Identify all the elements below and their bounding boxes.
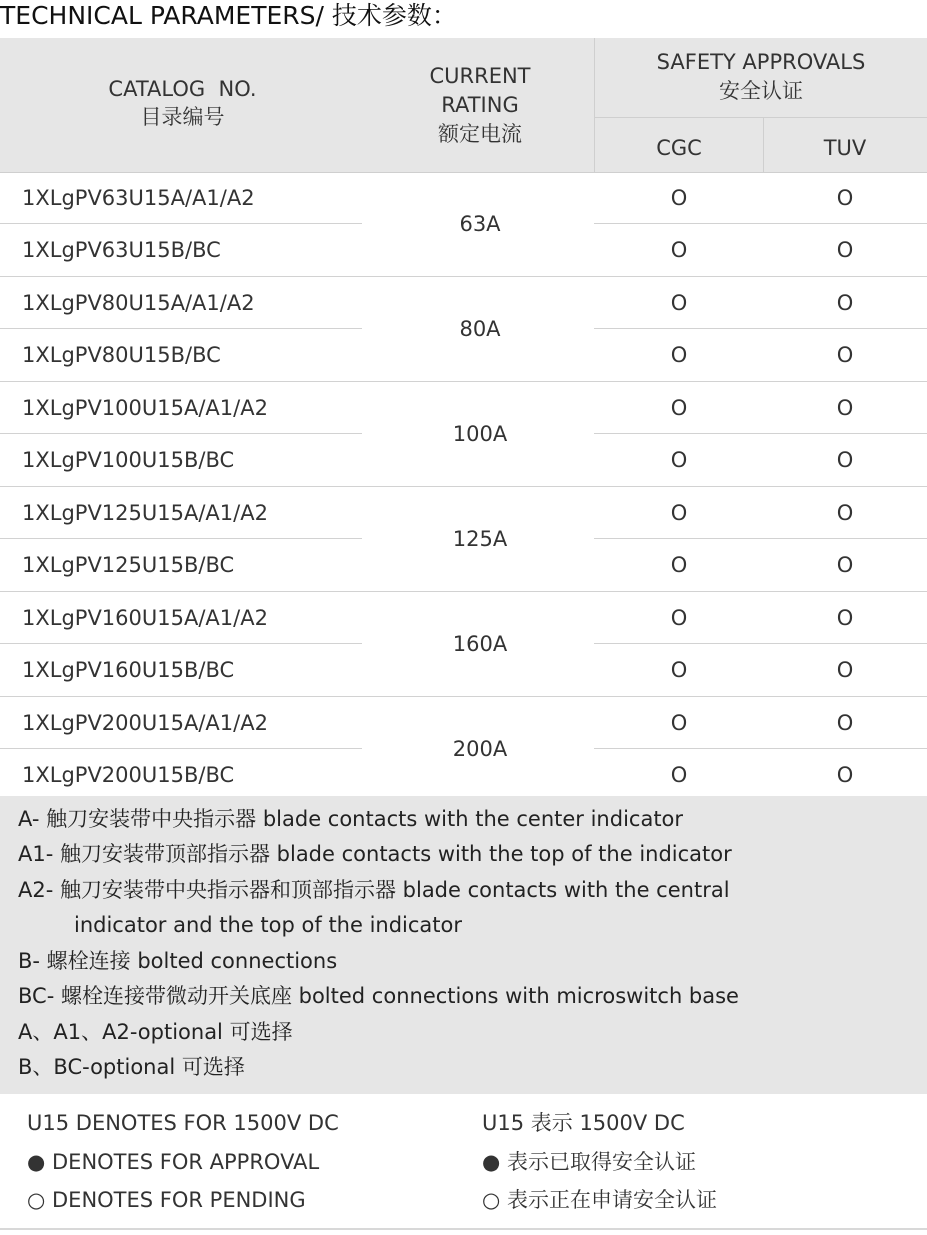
legend-pending-en: ○ DENOTES FOR PENDING [27, 1188, 306, 1212]
cgc-status: O [670, 711, 688, 735]
current-header-zh: 额定电流 [438, 122, 522, 146]
legend-voltage-en: U15 DENOTES FOR 1500V DC [27, 1111, 339, 1135]
catalog-number: 1XLgPV63U15A/A1/A2 [22, 186, 255, 210]
catalog-number: 1XLgPV80U15A/A1/A2 [22, 291, 255, 315]
catalog-number: 1XLgPV125U15B/BC [22, 553, 235, 577]
note-line: A1- 触刀安装带顶部指示器 blade contacts with the top of the indicator [18, 842, 732, 866]
legend-approval-zh: ● 表示已取得安全认证 [482, 1150, 696, 1174]
catalog-number: 1XLgPV125U15A/A1/A2 [22, 501, 268, 525]
note-line: BC- 螺栓连接带微动开关底座 bolted connections with microswitch base [18, 984, 739, 1008]
cgc-status: O [670, 186, 688, 210]
note-line: B、BC-optional 可选择 [18, 1055, 245, 1079]
tuv-status: O [836, 606, 854, 630]
cgc-status: O [670, 343, 688, 367]
catalog-number: 1XLgPV63U15B/BC [22, 238, 221, 262]
notes-panel [0, 796, 927, 1094]
tuv-status: O [836, 186, 854, 210]
current-rating: 63A [459, 212, 501, 236]
current-rating: 80A [459, 317, 501, 341]
current-column-header [365, 62, 595, 149]
catalog-number: 1XLgPV160U15B/BC [22, 658, 235, 682]
tuv-status: O [836, 501, 854, 525]
tuv-column-header: TUV [823, 136, 867, 160]
cgc-status: O [670, 501, 688, 525]
tuv-status: O [836, 396, 854, 420]
catalog-number: 1XLgPV160U15A/A1/A2 [22, 606, 268, 630]
legend-approval-en: ● DENOTES FOR APPROVAL [27, 1150, 320, 1174]
current-header-en-2: RATING [441, 93, 519, 117]
header-subdivider [595, 117, 927, 118]
safety-header-en: SAFETY APPROVALS [656, 50, 866, 74]
tuv-status: O [836, 553, 854, 577]
note-line: A、A1、A2-optional 可选择 [18, 1020, 293, 1044]
catalog-number: 1XLgPV100U15A/A1/A2 [22, 396, 268, 420]
page-title: TECHNICAL PARAMETERS/ 技术参数： [0, 1, 457, 30]
safety-column-header [595, 48, 927, 106]
tuv-status: O [836, 291, 854, 315]
catalog-column-header [0, 75, 365, 131]
catalog-number: 1XLgPV80U15B/BC [22, 343, 221, 367]
current-header-en-1: CURRENT [429, 64, 531, 88]
catalog-header-zh: 目录编号 [140, 105, 225, 129]
rating-group [0, 277, 927, 382]
rating-group [0, 697, 927, 801]
tuv-status: O [836, 658, 854, 682]
cgc-status: O [670, 396, 688, 420]
current-rating: 100A [452, 422, 508, 446]
catalog-number: 1XLgPV200U15A/A1/A2 [22, 711, 268, 735]
current-rating: 160A [452, 632, 508, 656]
cgc-status: O [670, 291, 688, 315]
cgc-status: O [670, 658, 688, 682]
safety-header-zh: 安全认证 [719, 79, 803, 103]
cgc-status: O [670, 238, 688, 262]
legend-pending-zh: ○ 表示正在申请安全认证 [482, 1188, 717, 1212]
cgc-status: O [670, 606, 688, 630]
rating-group [0, 487, 927, 592]
bottom-divider [0, 1228, 927, 1230]
tuv-status: O [836, 763, 854, 787]
tuv-status: O [836, 238, 854, 262]
table-body [0, 172, 927, 801]
rating-group [0, 172, 927, 277]
current-rating: 200A [452, 737, 508, 761]
note-line: indicator and the top of the indicator [74, 913, 463, 937]
cgc-status: O [670, 448, 688, 472]
legend-panel [0, 1094, 927, 1235]
catalog-number: 1XLgPV100U15B/BC [22, 448, 235, 472]
table-header [0, 38, 927, 173]
tuv-status: O [836, 343, 854, 367]
rating-group [0, 382, 927, 487]
cgc-column-header: CGC [656, 136, 702, 160]
catalog-number: 1XLgPV200U15B/BC [22, 763, 235, 787]
note-line: B- 螺栓连接 bolted connections [18, 949, 338, 973]
tuv-status: O [836, 448, 854, 472]
rating-group [0, 592, 927, 697]
catalog-header-en: CATALOG NO. [108, 77, 257, 101]
tuv-status: O [836, 711, 854, 735]
legend-voltage-zh: U15 表示 1500V DC [482, 1111, 685, 1135]
cgc-status: O [670, 553, 688, 577]
cgc-status: O [670, 763, 688, 787]
note-line: A2- 触刀安装带中央指示器和顶部指示器 blade contacts with the central [18, 878, 730, 902]
note-line: A- 触刀安装带中央指示器 blade contacts with the center indicator [18, 807, 684, 831]
current-rating: 125A [452, 527, 508, 551]
